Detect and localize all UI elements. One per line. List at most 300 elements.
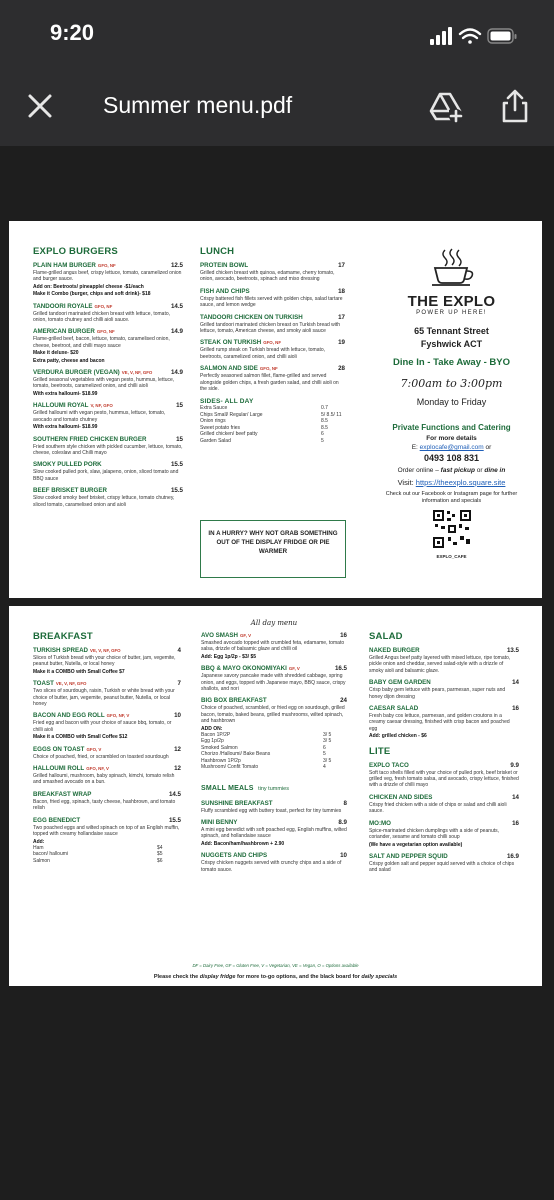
menu-item-price: 18 <box>338 287 345 295</box>
address-line-1: 65 Tennant Street <box>414 326 489 336</box>
menu-item-title <box>200 262 248 269</box>
menu-item-name: SALMON AND SIDE <box>200 365 258 373</box>
menu-item-header <box>33 647 181 654</box>
menu-item-name: HALLOUMI ROLL <box>33 765 85 773</box>
menu-item-price: 14.5 <box>168 790 181 798</box>
menu-item-note: Add: grilled chicken - $6 <box>369 733 427 740</box>
status-icons <box>430 26 520 48</box>
menu-item-price: 9.9 <box>510 761 519 769</box>
menu-item <box>33 680 181 707</box>
all-day-section <box>201 619 347 873</box>
menu-item-header <box>201 819 347 826</box>
menu-item-price: 16 <box>512 705 519 713</box>
menu-item-header <box>369 705 519 712</box>
email-or: or <box>485 444 492 451</box>
menu-item-description: Slow cooked smoky beef brisket, crispy lettuce, tomato chutney, sliced tomato, caramelised onion and aioli <box>33 495 175 508</box>
menu-item <box>201 632 347 660</box>
menu-item-name: BBQ & MAYO OKONOMIYAKI <box>201 665 287 673</box>
menu-item-price: 14.5 <box>170 302 183 310</box>
menu-item-title <box>33 647 121 654</box>
price-row-name: Ham <box>33 844 44 851</box>
menu-item-price: 14 <box>512 679 519 687</box>
menu-item-name: SUNSHINE BREAKFAST <box>201 799 273 807</box>
menu-item-title <box>369 762 409 769</box>
menu-item-description: Fried southern style chicken with pickled cucumber, lettuce, tomato, cheese, coleslaw and Chilli mayo <box>33 443 183 456</box>
menu-item-header <box>369 853 519 860</box>
brand-name: THE EXPLO <box>407 293 496 310</box>
menu-item-header <box>201 632 347 639</box>
price-row-price: 0.7 <box>321 405 328 412</box>
menu-item-description: Fluffy scrambled egg with buttery toast, perfect for tiny tummies <box>201 807 342 814</box>
menu-item-description: Grilled halloumi, mushroom, baby spinach, kimchi, tomato relish and smashed avocado on a bun. <box>33 773 175 786</box>
menu-item-name: STEAK ON TURKISH <box>200 339 262 347</box>
menu-item-price: 15.5 <box>170 487 183 495</box>
menu-item-price: 14.9 <box>170 369 183 377</box>
menu-item-description: Crispy battered fish fillets served with golden chips, salad tartare sauce, and lemon wedge <box>200 295 343 309</box>
menu-item-name: VERDURA BURGER (VEGAN) <box>33 369 120 377</box>
dietary-tag: GFO, NF <box>96 329 115 335</box>
price-row-price: 4 <box>323 764 326 771</box>
menu-item-header <box>200 314 345 321</box>
menu-item-header <box>369 679 519 686</box>
price-row-name: Salmon <box>33 857 50 864</box>
menu-item <box>369 820 519 848</box>
menu-item-header <box>369 762 519 769</box>
menu-item-description: Grilled tandoori marinated chicken breast on Turkish bread with lettuce, tomato, American cheese, and smoky aioli sauce <box>200 321 341 335</box>
menu-item <box>33 402 183 430</box>
menu-item-note: Make it a COMBO with Small Coffee $12 <box>33 734 128 741</box>
wifi-icon <box>460 30 480 44</box>
note-pre: Please check the <box>153 974 199 980</box>
all-day-heading: All day menu <box>250 619 298 627</box>
menu-item-title <box>33 487 107 494</box>
battery-icon <box>488 29 517 43</box>
menu-item-header <box>33 262 183 269</box>
dietary-tag: GFO, NF <box>97 263 116 268</box>
price-row-price: 6 <box>321 431 324 438</box>
salad-lite-section <box>369 631 519 874</box>
menu-item-name: FISH AND CHIPS <box>200 287 250 295</box>
menu-item-description: Perfectly seasoned salmon fillet, flame-grilled and served alongside golden chips, a fresh garden salad, and chilli aioli on the side. <box>200 373 339 393</box>
dietary-tag: V, NF, GFO <box>90 403 113 409</box>
menu-item-name: PLAIN HAM BURGER <box>33 262 96 269</box>
pdf-page-1 <box>9 221 542 598</box>
menu-item-name: EGG BENEDICT <box>33 816 81 824</box>
dietary-tag: VE, V, NF, GFO <box>121 370 153 376</box>
menu-item <box>33 746 181 760</box>
explo-burgers-section <box>33 246 183 508</box>
phone-number[interactable]: 0493 108 831 <box>423 453 480 463</box>
menu-item <box>33 712 181 740</box>
menu-item-name: TURKISH SPREAD <box>33 647 89 654</box>
address-line-2: Fyshwick ACT <box>420 339 483 349</box>
menu-item-title <box>201 665 300 672</box>
dietary-tag: GFO, NF <box>263 340 282 346</box>
dietary-tag: GF, V <box>240 633 251 638</box>
menu-item <box>200 365 345 392</box>
note-daily-specials: daily specials <box>361 974 398 980</box>
menu-item <box>33 262 183 298</box>
brand-tagline: POWER UP HERE! <box>416 310 487 316</box>
menu-item-extra: Add on: Beetroots/ pineapple/ cheese -$1/each <box>33 283 144 290</box>
menu-item-name: EXPLO TACO <box>369 761 409 769</box>
price-row-price: 3/ 5 <box>323 732 332 739</box>
menu-item-title <box>369 820 391 827</box>
menu-item-extra: Extra patty, cheese and bacon <box>33 357 105 364</box>
menu-item-name: SALT AND PEPPER SQUID <box>369 852 448 860</box>
email-label: E: <box>411 444 418 451</box>
pdf-page-2 <box>9 606 542 986</box>
note-mid: for more to-go options, and the black board for <box>237 974 360 980</box>
price-row-name: bacon/ halloumi <box>33 851 69 858</box>
menu-item-title <box>369 647 420 654</box>
price-row-name: Smoked Salmon <box>201 744 238 751</box>
menu-item-name: BEEF BRISKET BURGER <box>33 487 107 495</box>
menu-item-price: 4 <box>177 647 181 654</box>
menu-item-description: Fried egg and bacon with your choice of sauce bbq, tomato, or chilli aioli <box>33 720 172 733</box>
menu-item-price: 24 <box>340 697 347 705</box>
price-row-name: Egg 1p/2p <box>201 738 224 745</box>
menu-item-description: Japanese savory pancake made with shredded cabbage, spring onion, and eggs, topped with Japanese mayo, BBQ sauce, crispy shallots, and nori <box>201 673 346 693</box>
menu-item-name: BABY GEM GARDEN <box>369 679 431 687</box>
menu-item-description: A mini egg benedict with soft poached egg, English muffins, wilted spinach, and hollandaise sauce <box>201 826 347 840</box>
small-meals-sub: tiny tummies <box>258 785 289 792</box>
menu-item-note: Make it a COMBO with Small Coffee $7 <box>33 668 125 675</box>
menu-item-name: SMOKY PULLED PORK <box>33 461 102 469</box>
price-row-name: Mushroom/ Confit Tomato <box>201 764 259 771</box>
hurry-box <box>200 520 346 578</box>
menu-item-header <box>33 303 183 310</box>
menu-item-price: 16 <box>512 819 519 827</box>
menu-item-description: Grilled Angus beef patty layered with mixed lettuce, ripe tomato, pickle onion and cheddar, served salad-style with a drizzle of smoky aioli and balsamic glaze. <box>369 655 511 674</box>
menu-item-title <box>201 800 273 807</box>
menu-item-description: Spice-marinated chicken dumplings with a side of peanuts, coriander, sesame and tomato chilli soup <box>369 827 500 841</box>
menu-item <box>33 487 183 508</box>
dietary-legend: DF = Dairy Free, GF = Gluten Free, V = Vegetarian, VE = Vegan, O = Options available <box>192 963 359 968</box>
menu-item-header <box>201 852 347 859</box>
dietary-tag: GFO, NF <box>259 366 278 372</box>
status-bar <box>0 0 554 72</box>
price-row-name: Sweet potato fries <box>200 424 241 431</box>
menu-item-note: Add: <box>33 838 45 845</box>
menu-item-description: Crispy fried chicken with a side of chips or salad and chilli aioli sauce. <box>369 801 507 815</box>
menu-item-price: 10 <box>340 852 347 860</box>
menu-item-price: 12 <box>174 765 181 773</box>
email-link[interactable]: explocafe@gmail.com <box>419 444 484 451</box>
menu-item-price: 16 <box>340 632 347 639</box>
menu-item-name: TANDOORI CHICKEN ON TURKISH <box>200 313 303 321</box>
price-row-name: Garden Salad <box>200 437 231 444</box>
menu-item-title <box>33 817 80 824</box>
menu-item-extra: Make it Combo (burger, chips and soft drink)- $18 <box>33 291 151 298</box>
menu-item-price: 13.5 <box>506 647 519 654</box>
website-link[interactable]: https://theexplo.square.site <box>415 478 506 487</box>
menu-item-note: (We have a vegetarian option available) <box>369 841 463 848</box>
salad-heading: SALAD <box>369 631 403 642</box>
menu-item-description: Bacon, fried egg, spinach, tasty cheese, hashbrown, and tomato relish <box>33 798 176 812</box>
menu-item-name: TANDOORI ROYALE <box>33 302 93 310</box>
menu-item-name: SOUTHERN FRIED CHICKEN BURGER <box>33 435 147 443</box>
small-meals-heading-row <box>201 777 347 795</box>
menu-item-title <box>200 365 278 372</box>
menu-item-header <box>33 765 181 772</box>
social-handle: EXPLO_CAFE <box>436 554 467 559</box>
menu-item <box>201 697 347 732</box>
menu-item-title <box>33 369 152 376</box>
note-display-fridge: display fridge <box>199 974 236 980</box>
menu-item <box>369 647 519 674</box>
hurry-text: IN A HURRY? WHY NOT GRAB SOMETHING OUT OF THE DISPLAY FRIDGE OR PIE WARMER <box>208 530 338 555</box>
lite-heading: LITE <box>369 745 391 757</box>
menu-item-price: 8 <box>343 799 347 807</box>
fast-pickup: fast pickup <box>440 467 475 474</box>
menu-item-note: ADD ON: <box>201 725 223 732</box>
menu-item-note: Add: Bacon/ham/hashbrown + 2.90 <box>201 840 285 847</box>
menu-item-title <box>33 712 129 719</box>
menu-item-name: AVO SMASH <box>201 632 239 639</box>
opening-hours: 7:00am to 3:00pm <box>400 377 503 390</box>
price-row <box>201 764 347 770</box>
dine-in: dine in <box>484 467 506 474</box>
menu-item-title <box>33 680 86 687</box>
menu-item-description: Crisp baby gem lettuce with pears, parmesan, super nuts and honey dijon dressing <box>369 687 506 700</box>
menu-item-title <box>33 402 113 409</box>
menu-item <box>201 819 347 847</box>
menu-item-header <box>33 746 181 753</box>
functions-heading: Private Functions and Catering <box>392 423 511 432</box>
menu-item-header <box>200 365 345 372</box>
menu-item-price: 17 <box>338 262 345 269</box>
menu-item-note: Add: Egg 1p/2p - $3/ $5 <box>201 653 257 660</box>
menu-item <box>33 765 181 786</box>
section-heading: BREAKFAST <box>33 631 93 642</box>
menu-item-title <box>201 632 251 639</box>
menu-item-description: Grilled seasonal vegetables with vegan pesto, hummus, lettuce, tomato, beetroots, caramelized onion, and chilli aioli <box>33 377 175 390</box>
menu-item-description: Grilled halloumi with vegan pesto, hummus, lettuce, tomato, avocado and tomato chutney <box>33 410 166 423</box>
menu-item-description: Grilled rump steak on Turkish bread with lettuce, tomato, beetroots, caramelized onion, and chilli aioli <box>200 347 326 360</box>
breakfast-section <box>33 631 181 864</box>
menu-item-header <box>369 794 519 801</box>
menu-item-header <box>33 461 183 468</box>
menu-item-extra: With extra halloumi- $18.99 <box>33 424 98 431</box>
menu-item-title <box>33 461 102 468</box>
menu-item-name: AMERICAN BURGER <box>33 328 95 336</box>
menu-item-price: 15.5 <box>168 816 181 824</box>
dietary-tag: GFO, NF <box>94 303 113 309</box>
opening-days: Monday to Friday <box>416 397 487 407</box>
dietary-tag: GFO, NF, V <box>86 766 109 772</box>
menu-item-description: Smashed avocado topped with crumbled feta, edamame, tomato salsa, drizzle of balsamic glaze and chilli oil <box>201 640 345 653</box>
menu-item-title <box>201 697 267 704</box>
menu-item-title <box>200 339 281 346</box>
cafe-info <box>369 247 534 559</box>
menu-item <box>369 794 519 815</box>
sides-heading: SIDES- ALL DAY <box>200 398 254 406</box>
menu-item-description: Choice of poached, fried, or scrambled on toasted sourdough <box>33 753 169 760</box>
menu-item-name: PROTEIN BOWL <box>200 262 249 269</box>
menu-item-description: Soft taco shells filled with your choice of pulled pork, beef brisket or grilled veg, fresh tomato salsa, and avocado, crispy lettuce, finished with a drizzle of chilli mayo <box>369 769 519 789</box>
menu-item-header <box>200 288 345 295</box>
menu-item-title <box>369 679 431 686</box>
menu-item-header <box>33 791 181 798</box>
price-row-price: 8.5 <box>321 418 328 425</box>
menu-item-header <box>33 402 183 409</box>
menu-item <box>33 369 183 397</box>
price-row-name: Bacon 1P/2P <box>201 732 231 739</box>
status-time: 9:20 <box>50 20 95 45</box>
menu-item-description: Choice of poached, scrambled, or fried egg on sourdough, grilled bacon, tomato, baked beans, grilled mushrooms, wilted spinach, and hashbrown <box>201 705 345 725</box>
more-details: For more details <box>426 435 477 442</box>
menu-item <box>369 705 519 740</box>
menu-item <box>201 852 347 873</box>
menu-item-description: Slices of Turkish bread with your choice of butter, jam, vegemite, peanut butter, Nutella, or local honey <box>33 655 176 668</box>
dietary-tag: GFO, V <box>86 746 102 752</box>
menu-item-title <box>33 765 109 772</box>
menu-item <box>369 853 519 874</box>
menu-item <box>200 339 345 360</box>
menu-item-title <box>369 853 448 860</box>
price-row-price: 5 <box>321 437 324 444</box>
menu-item <box>33 328 183 364</box>
dietary-tag: VE, V, NF, GFO <box>55 681 87 687</box>
menu-item-price: 14.9 <box>170 328 183 336</box>
menu-item-price: 14 <box>512 793 519 801</box>
menu-item-name: HALLOUMI ROYAL <box>33 402 89 410</box>
price-row-price: 3/ 5 <box>323 757 332 764</box>
signal-icon <box>430 27 452 45</box>
menu-item-description: Grilled tandoori marinated chicken breast with lettuce, tomato, onion, tomato chutney and chilli aioli sauce. <box>33 310 171 324</box>
menu-item-price: 15 <box>176 402 183 410</box>
price-row-name: Chorizo /Halloumi/ Bake Beans <box>201 751 271 758</box>
footer-note <box>9 974 542 980</box>
menu-item-price: 12.5 <box>170 262 183 269</box>
price-row-name: Onion rings <box>200 418 226 425</box>
menu-item <box>33 436 183 457</box>
menu-item-name: BREAKFAST WRAP <box>33 790 92 798</box>
dietary-tag: VE, V, NF, GFO <box>90 648 121 653</box>
qr-code-icon <box>432 509 472 549</box>
menu-item-price: 8.9 <box>338 818 347 826</box>
menu-item-extra: With extra halloumi- $18.99 <box>33 390 98 397</box>
menu-item-name: NAKED BURGER <box>369 647 420 654</box>
menu-item-title <box>33 746 101 753</box>
menu-item-title <box>369 705 418 712</box>
menu-item-price: 15 <box>176 435 183 443</box>
menu-item-price: 7 <box>177 680 181 688</box>
menu-item-header <box>33 328 183 335</box>
share-icon[interactable] <box>497 88 533 124</box>
menu-item-description: Slow cooked pulled pork, slaw, jalapeno, onion, sliced tomato and BBQ sauce <box>33 469 179 482</box>
price-row <box>200 438 345 444</box>
order-or: or <box>476 467 483 474</box>
add-to-drive-icon[interactable] <box>428 88 464 124</box>
menu-item-title <box>201 852 267 859</box>
order-label: Order online – <box>397 467 439 474</box>
menu-item-description: Fresh baby cos lettuce, parmesan, and golden croutons in a creamy caesar dressing, finished with crisp bacon and poached egg <box>369 713 510 732</box>
menu-item-name: BACON AND EGG ROLL <box>33 712 105 720</box>
menu-item <box>201 800 347 814</box>
dietary-tag: GFO, NF, V <box>106 713 130 719</box>
menu-item-title <box>369 794 432 801</box>
menu-item-name: CHICKEN AND SIDES <box>369 793 433 801</box>
menu-item-title <box>33 262 116 269</box>
price-row-price: $4 <box>157 844 163 851</box>
menu-item <box>200 314 345 335</box>
menu-item <box>33 817 181 845</box>
menu-item-header <box>33 680 181 687</box>
section-heading: LUNCH <box>200 246 235 257</box>
menu-item-header <box>369 820 519 827</box>
menu-item <box>369 762 519 789</box>
price-row-price: $5 <box>157 851 163 858</box>
menu-item <box>200 288 345 309</box>
menu-item-name: MO:MO <box>369 819 391 827</box>
price-row-name: Extra Sauce <box>200 405 228 412</box>
menu-item-name: TOAST <box>33 680 54 688</box>
menu-item-name: MINI BENNY <box>201 818 238 826</box>
menu-item-title <box>200 288 250 295</box>
visit-label: Visit: <box>397 478 414 487</box>
menu-item-description: Flame-grilled angus beef, crispy lettuce, tomato, caramelized onion and burger sauce. <box>33 270 182 283</box>
menu-item <box>369 679 519 700</box>
price-row-price: 5 <box>323 751 326 758</box>
close-icon[interactable] <box>26 92 54 120</box>
menu-item <box>33 647 181 675</box>
menu-item-description: Two poached eggs and wilted spinach on top of an English muffin, topped with creamy hollandaise sauce <box>33 824 180 838</box>
menu-item-title <box>33 303 112 310</box>
menu-item-title <box>33 791 91 798</box>
section-heading: EXPLO BURGERS <box>33 246 118 257</box>
price-row-price: 8.5 <box>321 424 328 431</box>
menu-item <box>33 461 183 482</box>
menu-item-price: 17 <box>338 313 345 321</box>
menu-item-description: Crispy golden salt and pepper squid served with a choice of chips and salad <box>369 860 515 874</box>
menu-item-name: NUGGETS AND CHIPS <box>201 852 268 860</box>
visit-line <box>369 478 534 487</box>
lunch-section <box>200 246 345 444</box>
menu-item-header <box>201 800 347 807</box>
menu-item-price: 15.5 <box>170 461 183 469</box>
service-modes: Dine In - Take Away - BYO <box>392 357 511 368</box>
price-row-name: Hashbrown 1P/2p <box>201 757 241 764</box>
menu-item-price: 19 <box>338 339 345 347</box>
order-online <box>369 467 534 474</box>
menu-item-description: Grilled chicken breast with quinoa, edamame, cherry tomato, onion, avocado, beetroots, spinach and miso dressing <box>200 270 335 283</box>
menu-item <box>200 262 345 283</box>
price-row-price: 5/ 8.5/ 11 <box>321 411 342 418</box>
price-row <box>33 858 181 864</box>
menu-item <box>33 303 183 324</box>
menu-item-description: Two slices of sourdough, raisin, Turkish or white bread with your choice of butter, jam, vegemite, peanut butter, Nutella, or local honey <box>33 688 175 708</box>
menu-item-header <box>200 339 345 346</box>
menu-item-header <box>369 647 519 654</box>
price-row-price: $6 <box>157 857 163 864</box>
menu-item-header <box>33 369 183 376</box>
menu-item-header <box>33 712 181 719</box>
menu-item-header <box>33 487 183 494</box>
menu-item-description: Crispy chicken nuggets served with crunchy chips and a side of tomato sauce. <box>201 860 342 873</box>
menu-item-description: Flame-grilled beef, bacon, lettuce, tomato, caramelised onion, cheese, beetroot, and chilli mayo sauce <box>33 336 170 349</box>
price-row-price: 6 <box>323 744 326 751</box>
price-row-price: 3/ 5 <box>323 738 332 745</box>
menu-item-name: BIG BOX BREAKFAST <box>201 697 267 705</box>
menu-item-price: 28 <box>338 365 345 373</box>
menu-item-header <box>200 262 345 269</box>
small-meals-heading: SMALL MEALS <box>201 784 254 792</box>
menu-item-header <box>33 436 183 443</box>
menu-item-name: CAESAR SALAD <box>369 705 419 713</box>
menu-item-header <box>201 665 347 672</box>
